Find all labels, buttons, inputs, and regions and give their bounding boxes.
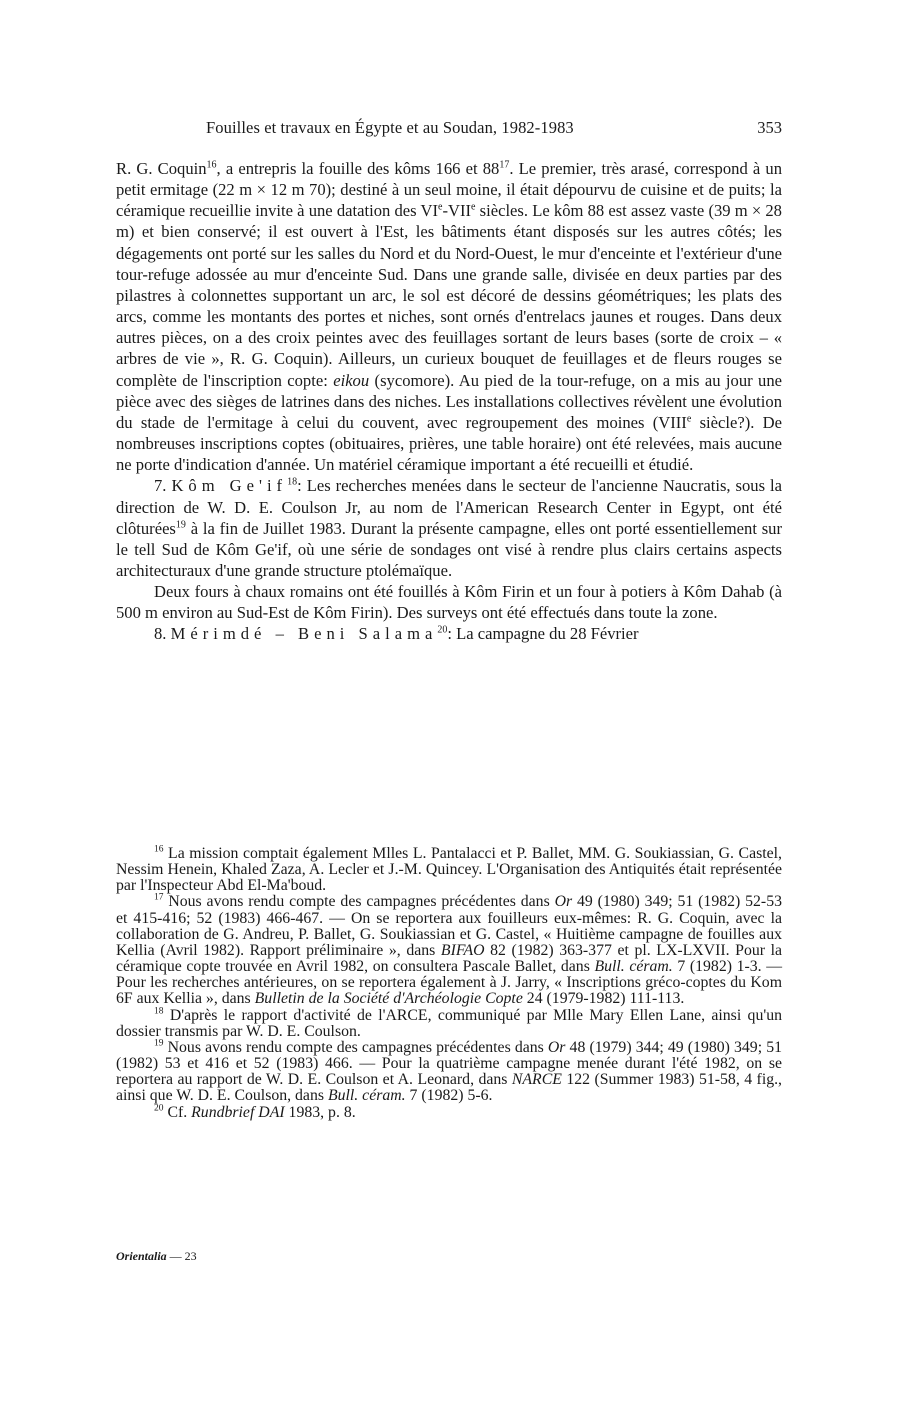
footnote-text: 7 (1982) 1-3. — Pour les recherches antérieures, on se reportera également à J. Jarry, « Inscriptions gréco-coptes du Kom 6F aux Kellia », dans <box>116 958 782 1008</box>
footnote-ref: 20 <box>437 624 448 636</box>
journal-abbrev: Bull. céram. <box>327 1087 406 1105</box>
footnote-ref: 18 <box>287 476 298 488</box>
text-run: siècle?). De nombreuses inscriptions coptes (obituaires, prières, une table horaire) ont été relevées, mais aucune ne porte d'indication d'année. Un matériel céramique important a été recueilli et étudié. <box>116 412 783 475</box>
footnote-text: 24 (1979-1982) 111-113. <box>522 990 685 1008</box>
paragraph-fours: Deux fours à chaux romains ont été fouillés à Kôm Firin et un four à potiers à Kôm Dahab (à 500 m environ au Sud-Est de Kôm Firin). Des surveys ont été effectués dans toute la zone. <box>116 582 782 623</box>
superscript: e <box>471 201 476 213</box>
footnote-17 <box>116 894 782 1007</box>
footnote-ref: 19 <box>175 519 186 531</box>
text-run: . Le premier, très arasé, correspond à un petit ermitage (22 m × 12 m 70); destiné à un seul moine, il était dépourvu de cuisine et de puits; la céramique recueillie invite à une datation des VI <box>116 159 783 221</box>
footnote-text: 122 (Summer 1983) 51-58, 4 fig., ainsi que W. D. E. Coulson, dans <box>116 1071 783 1105</box>
footnote-number: 20 <box>154 1103 164 1114</box>
main-text <box>116 158 782 645</box>
footnote-19 <box>116 1040 782 1105</box>
text-run: -VII <box>442 201 472 221</box>
footnote-number: 19 <box>154 1038 164 1049</box>
superscript: e <box>438 201 443 213</box>
footnote-text: D'après le rapport d'activité de l'ARCE, communiqué par Mlle Mary Ellen Lane, ainsi qu'un dossier transmis par W. D. E. Coulson. <box>116 1006 782 1040</box>
footnote-text: Nous avons rendu compte des campagnes précédentes dans <box>163 1038 548 1056</box>
text-run: (sycomore). Au pied de la tour-refuge, on a mis au jour une pièce avec des sièges de latrines dans des niches. Les installations collectives révèlent une évolution du stade de l'ermitage à celui du couvent, avec regroupement des moines (VIII <box>116 370 782 432</box>
footnote-text: Nous avons rendu compte des campagnes précédentes dans <box>163 893 555 911</box>
footnote-ref: 16 <box>206 159 217 171</box>
journal-abbrev: Rundbrief DAI <box>191 1103 285 1121</box>
paragraph-kom-geif <box>116 475 782 581</box>
running-head <box>116 118 782 140</box>
journal-title: Bulletin de la Société d'Archéologie Copte <box>254 990 523 1008</box>
sheet-number: 23 <box>184 1249 197 1263</box>
footnotes <box>116 846 782 1121</box>
journal-abbrev: Bull. céram. <box>594 958 673 976</box>
text-run: : La campagne du 28 Février <box>447 624 639 644</box>
running-title: Fouilles et travaux en Égypte et au Soudan, 1982-1983 <box>206 118 574 137</box>
footnote-text: 49 (1980) 349; 51 (1982) 52-53 et 415-416; 52 (1983) 466-467. — On se reportera aux fouilleurs eux-mêmes: R. G. Coquin, avec la collaboration de G. Andreu, P. Ballet, G. Soukiassian et G. Castel, « Huitième campagne de fouilles aux Kellia (Avril 1982). Rapport préliminaire », dans <box>116 893 782 959</box>
footnote-number: 16 <box>154 844 164 855</box>
journal-abbrev: NARCE <box>511 1071 562 1089</box>
footnote-text: 7 (1982) 5-6. <box>405 1087 493 1105</box>
footnote-text: Cf. <box>163 1103 192 1121</box>
footnote-text: 1983, p. 8. <box>284 1103 356 1121</box>
text-run: , a entrepris la fouille des kôms 166 et 88 <box>216 159 500 178</box>
footnote-number: 18 <box>154 1006 164 1017</box>
footnote-18 <box>116 1008 782 1040</box>
text-run: : Les recherches menées dans le secteur de l'ancienne Naucratis, sous la direction de W. D. E. Coulson Jr, au nom de l'American Research Center in Egypt, ont été clôturées <box>116 476 783 538</box>
journal-name: Orientalia <box>116 1249 167 1263</box>
site-name: Mérimdé – Beni Salama <box>170 624 438 644</box>
footnote-text: 82 (1982) 363-377 et pl. LX-LXVII. Pour la céramique copte trouvée en Avril 1982, on consultera Pascale Ballet, dans <box>116 941 782 976</box>
signature-mark <box>116 1249 197 1264</box>
section-number: 8. <box>154 624 171 644</box>
superscript: e <box>686 413 692 425</box>
paragraph-kellia <box>116 158 782 475</box>
site-name: Kôm Ge'if <box>171 476 288 496</box>
footnote-text: La mission comptait également Mlles L. Pantalacci et P. Ballet, MM. G. Soukiassian, G. Castel, Nessim Henein, Khaled Zaza, A. Lecler et J.-M. Quincey. L'Organisation des Antiquités était représentée par l'Inspecteur Abd El-Ma'boud. <box>116 845 782 895</box>
text-run: R. G. Coquin <box>116 159 207 178</box>
journal-abbrev: Or <box>554 893 573 911</box>
page-number: 353 <box>757 118 782 137</box>
journal-abbrev: BIFAO <box>440 941 485 959</box>
footnote-ref: 17 <box>499 159 510 171</box>
text-run: siècles. Le kôm 88 est assez vaste (39 m × 28 m) et bien conservé; il est ouvert à l'Est, les bâtiments étant disposés sur les autres côtés; les dégagements ont porté sur les salles du Nord et du Nord-Ouest, le mur d'enceinte et l'extérieur d'une tour-refuge adossée au mur d'enceinte Sud. Dans une grande salle, divisée en deux parties par des pilastres à colonnettes supportant un arc, le sol est décoré de dessins géométriques; les plats des arcs, comme les montants des portes et niches, sont ornés d'entrelacs jaunes et rouges. Dans deux autres pièces, on a des croix peintes avec des feuillages sortant de leurs bases (sorte de croix – « arbres de vie », R. G. Coquin). Ailleurs, un curieux bouquet de feuillages et de fleurs rouges se complète de l'inscription copte: <box>116 201 782 390</box>
paragraph-merimde <box>116 623 782 644</box>
section-number: 7. <box>154 476 172 496</box>
text-run: à la fin de Juillet 1983. Durant la présente campagne, elles ont porté essentiellement sur le tell Sud de Kôm Ge'if, où une série de sondages ont visé à rendre plus clairs certains aspects architecturaux d'une grande structure ptolémaïque. <box>116 518 782 580</box>
footnote-16 <box>116 846 782 894</box>
coptic-word: eikou <box>333 370 370 390</box>
footnote-number: 17 <box>154 893 164 904</box>
journal-abbrev: Or <box>547 1038 566 1056</box>
separator: — <box>166 1249 185 1263</box>
footnote-20 <box>116 1105 782 1121</box>
footnote-text: 48 (1979) 344; 49 (1980) 349; 51 (1982) 53 et 416 et 52 (1983) 466. — Pour la quatrième campagne menée durant l'été 1982, on se reportera au rapport de W. D. E. Coulson et A. Leonard, dans <box>116 1038 783 1089</box>
